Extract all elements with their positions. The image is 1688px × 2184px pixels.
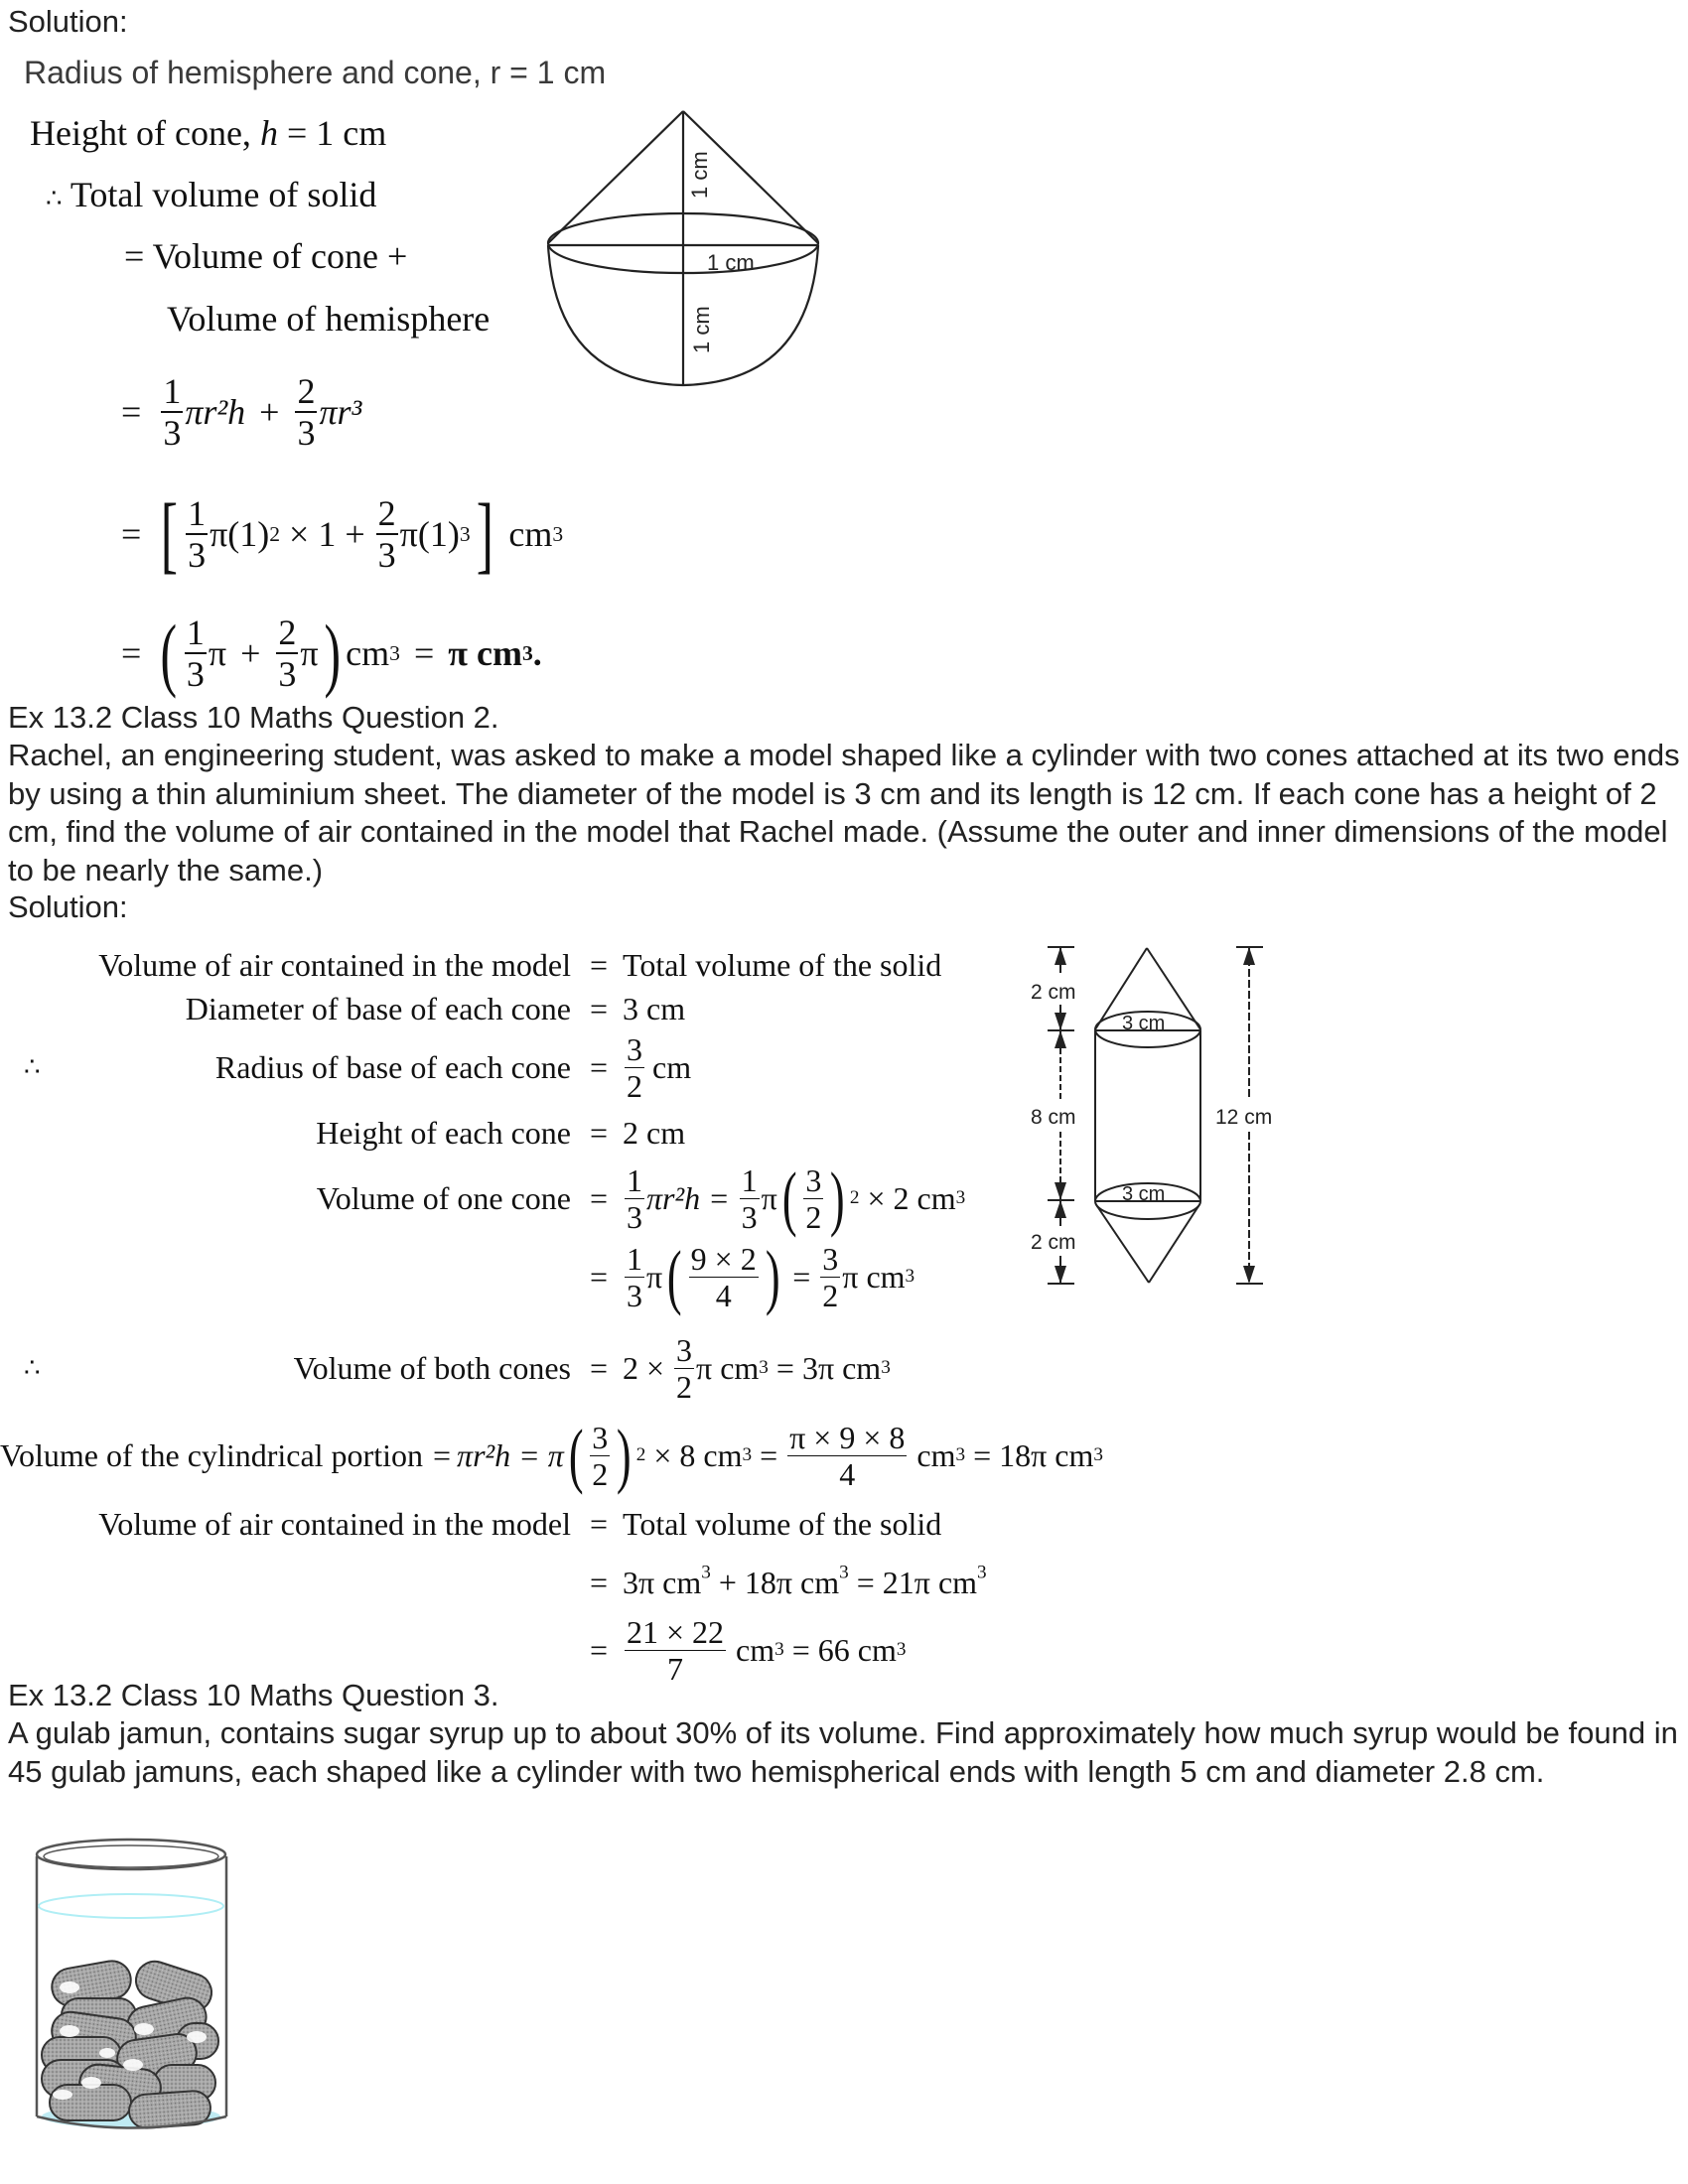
fraction: $\frac{9 \times 2}{4}$ <box>690 1240 757 1313</box>
row-value: $\frac{21 \times 22}{7}$ cm 3 = 66 cm 3 <box>627 1613 907 1687</box>
fraction: $\frac{1}{3}$ <box>627 1161 642 1235</box>
term: 3π cm <box>623 1564 702 1600</box>
row-value <box>617 1030 692 1104</box>
right-paren: ) <box>617 1414 632 1496</box>
equals-sign: = <box>589 1258 609 1295</box>
solution-row <box>0 987 993 1030</box>
row-value <box>617 1562 987 1601</box>
formula-line-2: = [ $\frac{1}{3}$ π(1) 2 × 1 + $\frac{2}{3}$ π(1) 3 ] cm 3 <box>121 485 564 582</box>
therefore-symbol: ∴ <box>24 1353 41 1382</box>
q2-solution-table <box>0 943 1103 1690</box>
period: . <box>532 633 542 673</box>
term: π <box>646 1258 663 1295</box>
solution-heading: Solution: <box>8 4 128 39</box>
total-volume-line <box>46 174 376 215</box>
row-label: Volume of air contained in the model <box>98 1505 571 1542</box>
equals-sign: = <box>413 633 435 673</box>
term: π(1) <box>210 514 270 554</box>
glass-rim-outer <box>37 1840 225 1869</box>
row-label: Volume of air contained in the model <box>98 946 571 983</box>
solution-row <box>0 1414 1103 1496</box>
plus-sign: + <box>259 392 280 432</box>
solution-row <box>0 1104 993 1161</box>
equals: = <box>784 1258 819 1295</box>
equals: = <box>752 1436 786 1473</box>
row-value: 3 cm <box>623 990 686 1026</box>
row-label: Diameter of base of each cone <box>185 990 571 1026</box>
equals-sign: = <box>432 1436 452 1473</box>
exponent: 3 <box>701 1562 711 1583</box>
therefore-symbol: ∴ <box>24 1052 41 1081</box>
row-value: Total volume of the solid <box>623 946 942 983</box>
term: π <box>761 1179 777 1216</box>
formula-line-1 <box>121 357 361 467</box>
fraction: $\frac{3}{2}$ <box>592 1419 609 1492</box>
equals-sign: = <box>589 1179 609 1216</box>
solution-row <box>0 1318 993 1418</box>
formula-line-3: = ( $\frac{1}{3}$ π + $\frac{2}{3}$ π ) cm 3 = π cm 3 . <box>121 607 542 699</box>
term: πr²h = π <box>457 1436 564 1473</box>
fraction-two-thirds: $\frac{2}{3}$ <box>278 613 297 694</box>
q2-text: Rachel, an engineering student, was asked to make a model shaped like a cylinder with two cones attached at its two ends by using a thin aluminium sheet. The diameter of the model is 3 cm and its length is 12 cm. If each cone has a height of 2 cm, find the volume of air contained in the model that Rachel made. (Assume the outer and inner dimensions of the model to be nearly the same.) <box>8 738 1680 887</box>
left-paren: ( <box>781 1157 797 1239</box>
row-label: Volume of one cone <box>316 1179 571 1216</box>
right-paren: ) <box>765 1235 780 1317</box>
fraction-one-third: $\frac{1}{3}$ <box>163 371 182 453</box>
left-paren: ( <box>667 1235 682 1317</box>
height-statement <box>30 112 386 154</box>
step-volume-hemisphere: Volume of hemisphere <box>167 299 491 339</box>
solution-row <box>0 1030 993 1104</box>
term: + 18π cm <box>710 1564 840 1600</box>
row-value: πr²h = π ( $\frac{3}{2}$ ) 2 × 8 cm 3 = $\frac{\pi \times 9 \times 8}{4}$ cm 3 = 18π cm 3 <box>457 1414 1103 1496</box>
term: = 18π cm <box>965 1436 1094 1473</box>
step-volume-cone: = Volume of cone + <box>124 236 408 276</box>
term: = 3π cm <box>768 1349 882 1386</box>
equals-sign: = <box>121 514 142 554</box>
fraction: $\frac{3}{2}$ <box>822 1240 839 1313</box>
equals-sign: = <box>589 1114 609 1151</box>
therefore-symbol: ∴ <box>46 184 63 212</box>
right-paren: ) <box>830 1157 845 1239</box>
term: cm <box>909 1436 956 1473</box>
total-volume-label: Total volume of solid <box>70 175 377 214</box>
pi: π <box>300 633 319 673</box>
row-value: 2 cm <box>623 1114 686 1151</box>
radius-statement: Radius of hemisphere and cone, r = 1 cm <box>24 55 607 90</box>
row-label: Height of each cone <box>316 1114 571 1151</box>
fraction: $\frac{1}{3}$ <box>627 1240 642 1313</box>
fraction-two-thirds: $\frac{2}{3}$ <box>297 371 316 453</box>
cone-height-label: 1 cm <box>687 151 712 199</box>
cone-term: πr²h <box>185 392 246 432</box>
solution-row <box>0 1555 993 1610</box>
fraction: $\frac{3}{2}$ <box>627 1030 642 1104</box>
solution-row <box>0 1157 993 1239</box>
exponent: 3 <box>977 1562 987 1583</box>
term: = 66 cm <box>783 1631 897 1668</box>
equals-sign: = <box>589 1631 609 1668</box>
fraction-two-thirds: $\frac{2}{3}$ <box>377 493 396 575</box>
solution-row <box>0 1493 993 1555</box>
row-label: Radius of base of each cone <box>214 1048 571 1085</box>
q3-text: A gulab jamun, contains sugar syrup up to about 30% of its volume. Find approximately how much syrup would be found in 45 gulab jamuns, each shaped like a cylinder with two hemispherical ends with length 5 cm and diameter 2.8 cm. <box>8 1715 1678 1789</box>
row-label: Volume of both cones <box>293 1349 571 1386</box>
q2-solution-heading: Solution: <box>8 889 128 924</box>
gulab-jamun-glass-image <box>0 1817 298 2184</box>
fraction: $\frac{1}{3}$ <box>741 1161 758 1235</box>
term: × 2 cm <box>859 1179 956 1216</box>
height-var: h <box>259 113 278 153</box>
pi: π <box>208 633 227 673</box>
exponent: 3 <box>839 1562 849 1583</box>
equals-sign: = <box>589 1564 609 1600</box>
water-level-line <box>39 1894 223 1918</box>
fraction: $\frac{3}{2}$ <box>805 1161 822 1235</box>
plus-sign: + <box>240 633 261 673</box>
left-paren: ( <box>160 607 178 699</box>
equals-sign: = <box>121 392 142 432</box>
term: = 21π cm <box>848 1564 978 1600</box>
row-value: $\frac{1}{3}$ π ( $\frac{9 \times 2}{4}$ ) = $\frac{3}{2}$ π cm 3 <box>627 1235 915 1317</box>
result: π cm <box>448 633 522 673</box>
unit: cm <box>508 514 553 554</box>
right-paren: ) <box>324 607 341 699</box>
fraction: $\frac{21 \times 22}{7}$ <box>627 1613 725 1687</box>
row-label: Volume of the cylindrical portion <box>0 1436 423 1473</box>
height-prefix: Height of cone, <box>30 113 260 153</box>
hemisphere-term: πr³ <box>319 392 362 432</box>
fraction-one-third: $\frac{1}{3}$ <box>186 613 205 694</box>
equals-sign: = <box>589 1505 609 1542</box>
right-bracket: ] <box>476 485 493 582</box>
total-length-label: 12 cm <box>1215 1106 1273 1129</box>
fraction: $\frac{3}{2}$ <box>676 1331 693 1405</box>
row-value: Total volume of the solid <box>623 1505 942 1542</box>
term: πr²h = <box>646 1179 738 1216</box>
top-diameter-label: 3 cm <box>1122 1013 1166 1034</box>
bottom-diameter-label: 3 cm <box>1122 1183 1166 1205</box>
cylinder-height-label: 8 cm <box>1031 1106 1076 1129</box>
height-suffix: = 1 cm <box>277 113 387 153</box>
equals-sign: = <box>589 990 609 1026</box>
unit: cm <box>652 1048 692 1085</box>
cone-left-edge <box>548 111 683 243</box>
left-bracket: [ <box>161 485 179 582</box>
hemisphere-height-label: 1 cm <box>689 306 714 353</box>
row-value: 2 × $\frac{3}{2}$ π cm 3 = 3π cm 3 <box>623 1331 891 1405</box>
term: cm <box>728 1631 775 1668</box>
solution-row <box>0 943 993 987</box>
unit: cm <box>346 633 390 673</box>
cylinder-cones-diagram <box>993 923 1340 1300</box>
glass-rim-inner <box>44 1845 218 1867</box>
q3-title: Ex 13.2 Class 10 Maths Question 3. <box>8 1678 499 1712</box>
solution-row <box>0 1235 993 1318</box>
fraction-one-third: $\frac{1}{3}$ <box>188 493 207 575</box>
times-one-plus: × 1 + <box>280 514 374 554</box>
term: × 8 cm <box>645 1436 743 1473</box>
row-value: $\frac{1}{3}$ πr²h = $\frac{1}{3}$ π ( $\frac{3}{2}$ ) 2 × 2 cm 3 <box>627 1157 966 1239</box>
term: 2 × <box>623 1349 673 1386</box>
equals-sign: = <box>589 1048 609 1085</box>
fraction: $\frac{\pi \times 9 \times 8}{4}$ <box>789 1419 906 1492</box>
term: π cm <box>696 1349 760 1386</box>
term: π cm <box>842 1258 906 1295</box>
top-cone-height-label: 2 cm <box>1031 981 1076 1004</box>
equals-sign: = <box>589 1349 609 1386</box>
cone-hemisphere-diagram <box>536 99 834 397</box>
equals-sign: = <box>121 633 142 673</box>
left-paren: ( <box>568 1414 584 1496</box>
term: π(1) <box>399 514 460 554</box>
bottom-cone-height-label: 2 cm <box>1031 1231 1076 1254</box>
equals-sign: = <box>589 946 609 983</box>
radius-label: 1 cm <box>707 250 755 275</box>
q2-title: Ex 13.2 Class 10 Maths Question 2. <box>8 700 499 735</box>
